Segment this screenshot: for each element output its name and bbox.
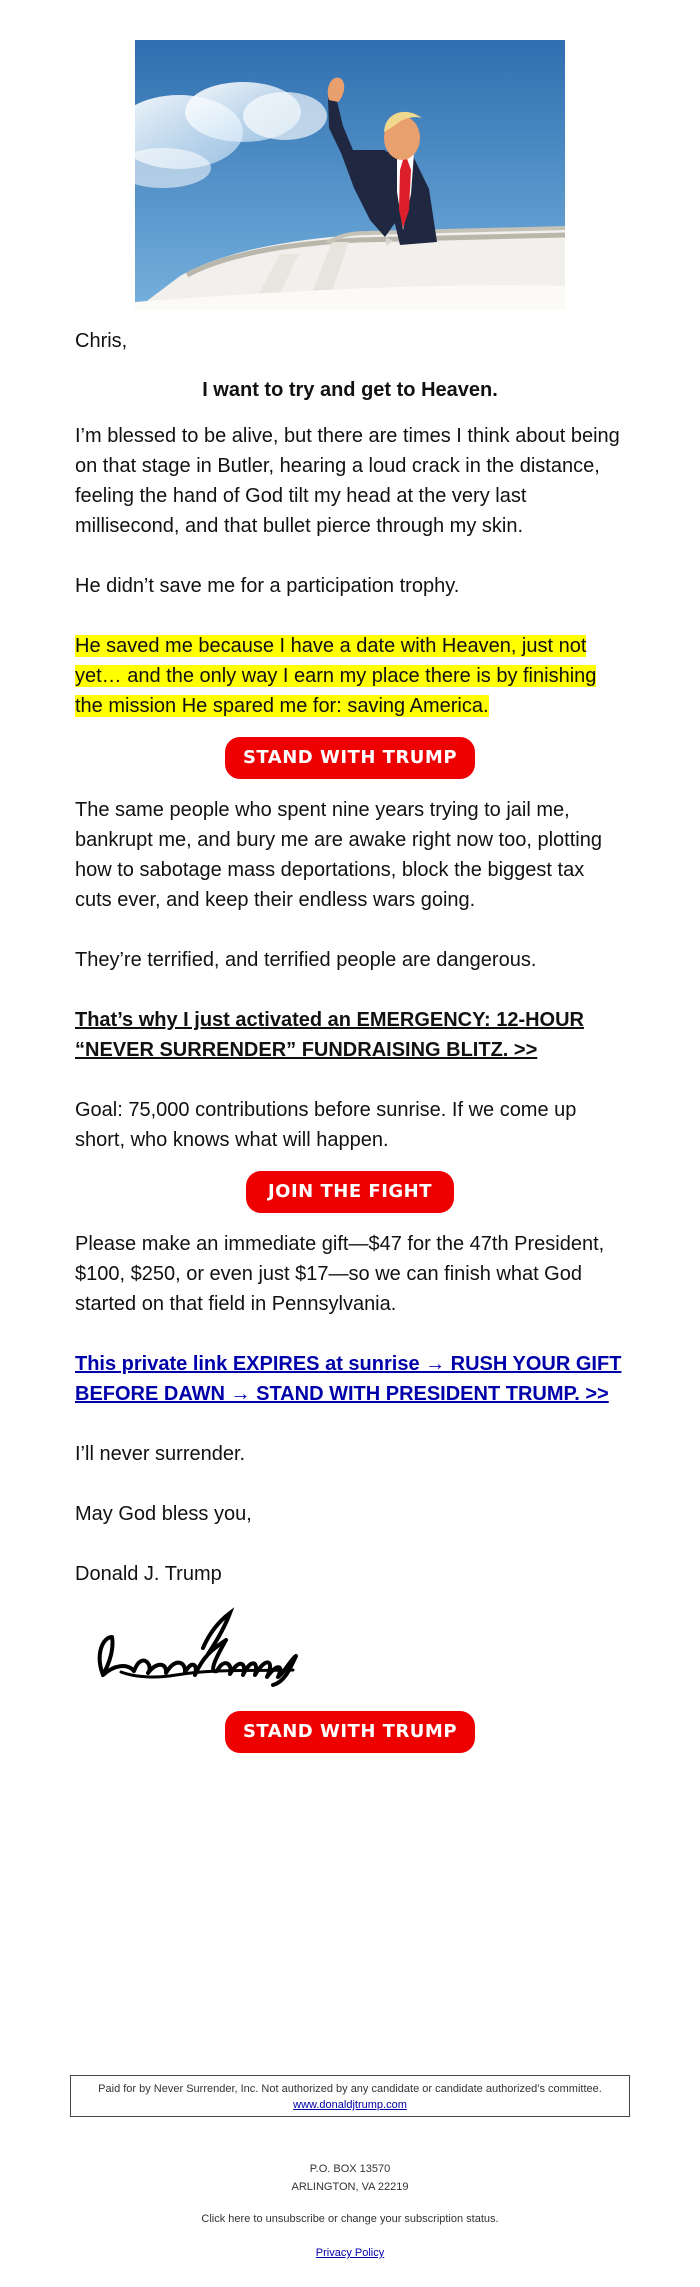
donaldjtrump-website-link[interactable]: www.donaldjtrump.com <box>293 2099 407 2111</box>
headline: I want to try and get to Heaven. <box>202 379 498 401</box>
stand-with-trump-button-row-2 <box>75 1711 625 1753</box>
stand-with-trump-button[interactable]: STAND WITH TRUMP <box>225 737 475 779</box>
hero-image-donald-trump-waving <box>135 40 565 310</box>
highlighted-paragraph <box>75 631 625 721</box>
closing-line: May God bless you, <box>75 1503 252 1525</box>
join-the-fight-button-row <box>75 1171 625 1213</box>
private-link-rush-gift[interactable]: This private link EXPIRES at sunrise → RUSH YOUR GIFT BEFORE DAWN → STAND WITH PRESIDENT TRUMP. >> <box>75 1353 622 1405</box>
mailing-address <box>0 2160 700 2196</box>
paid-for-disclaimer: Paid for by Never Surrender, Inc. Not authorized by any candidate or candidate authorized’s committee. <box>98 2083 602 2095</box>
paragraph-butler: I’m blessed to be alive, but there are times I think about being on that stage in Butler, hearing a loud crack in the distance, feeling the hand of God tilt my head at the very last millisecond, and that bullet pierce through my skin. <box>75 425 620 537</box>
paid-for-disclaimer-box <box>70 2075 630 2117</box>
address-line-po-box: P.O. BOX 13570 <box>309 2163 391 2175</box>
email-body <box>75 320 625 1769</box>
greeting: Chris, <box>75 330 128 352</box>
signature-image <box>85 1599 305 1691</box>
paragraph-opponents: The same people who spent nine years trying to jail me, bankrupt me, and bury me are awake right now too, plotting how to sabotage mass deportations, block the biggest tax cuts ever, and keep their endless wars going. <box>75 799 602 911</box>
privacy-policy-row <box>0 2244 700 2262</box>
privacy-policy-link[interactable]: Privacy Policy <box>315 2247 385 2259</box>
stand-with-trump-bottom-button[interactable]: STAND WITH TRUMP <box>225 1711 475 1753</box>
hero-photo-illustration <box>135 40 565 310</box>
emergency-fundraising-link[interactable]: That’s why I just activated an EMERGENCY: 12-HOUR “NEVER SURRENDER” FUNDRAISING BLITZ. >> <box>75 1009 584 1061</box>
unsubscribe-link[interactable]: Click here to unsubscribe or change your subscription status. <box>201 2213 499 2225</box>
gift-request-paragraph: Please make an immediate gift—$47 for the 47th President, $100, $250, or even just $17—so we can finish what God started on that field in Pennsylvania. <box>75 1233 605 1315</box>
join-the-fight-button[interactable]: JOIN THE FIGHT <box>246 1171 454 1213</box>
signature-stroke <box>85 1599 305 1691</box>
sender-name: Donald J. Trump <box>75 1563 222 1585</box>
paragraph-participation-trophy: He didn’t save me for a participation trophy. <box>75 575 460 597</box>
goal-paragraph: Goal: 75,000 contributions before sunrise. If we come up short, who knows what will happen. <box>75 1099 577 1151</box>
highlighted-text: He saved me because I have a date with Heaven, just not yet… and the only way I earn my place there is by finishing the mission He spared me for: saving America. <box>75 635 597 717</box>
never-surrender-line: I’ll never surrender. <box>75 1443 246 1465</box>
stand-with-trump-button-row-1 <box>75 737 625 779</box>
address-line-city: ARLINGTON, VA 22219 <box>291 2181 409 2193</box>
paragraph-terrified: They’re terrified, and terrified people are dangerous. <box>75 949 537 971</box>
